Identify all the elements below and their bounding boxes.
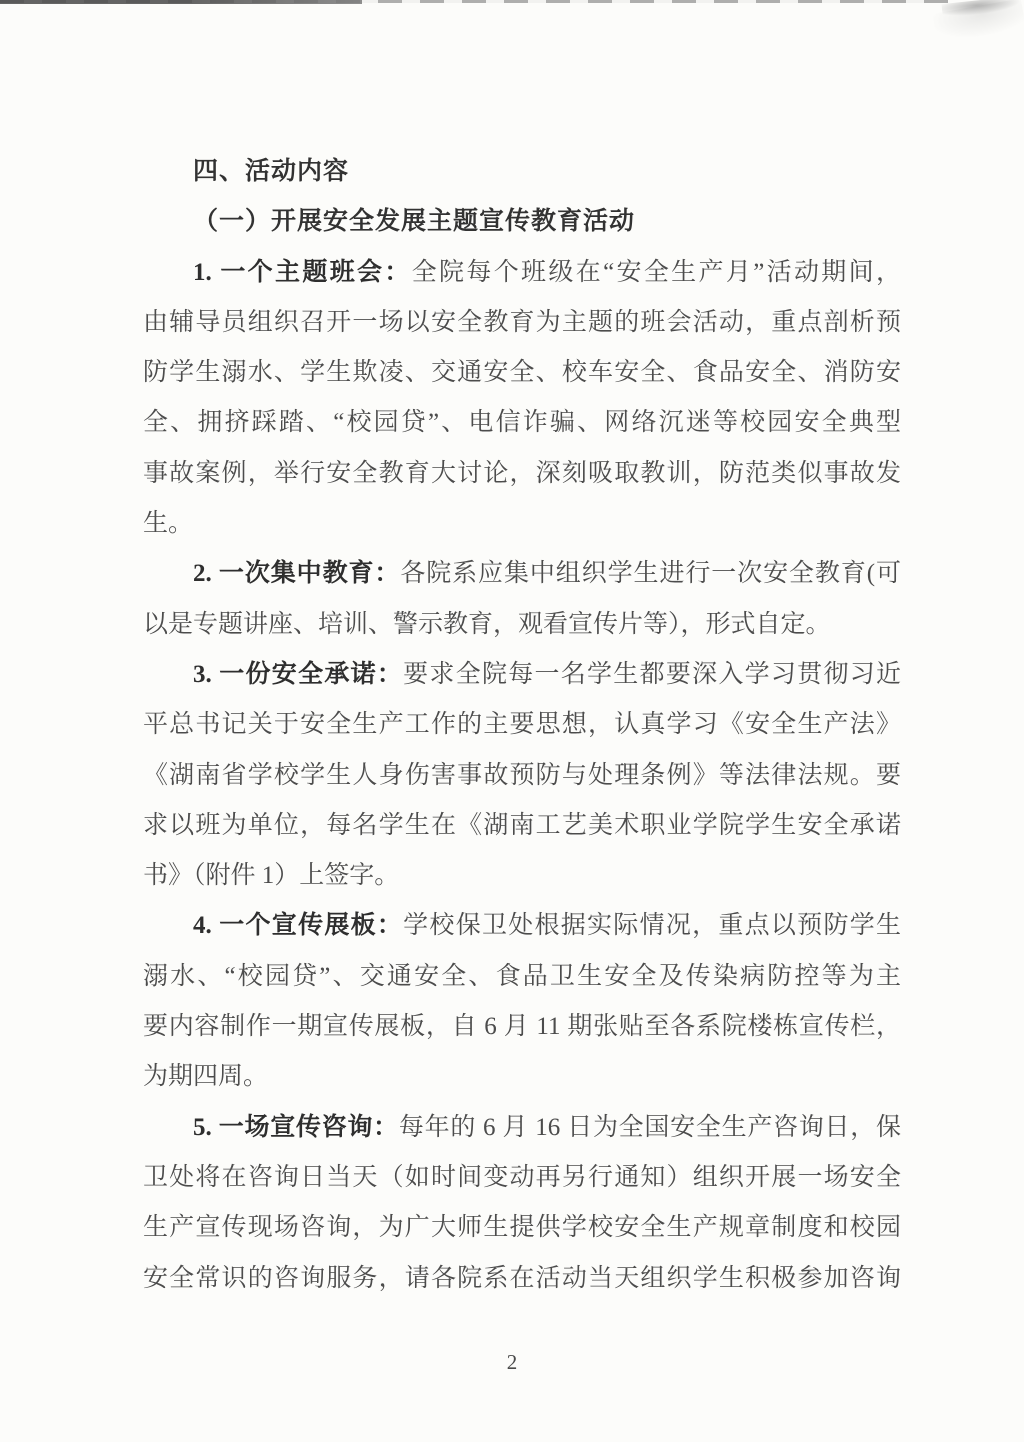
paragraph-text: 事故案例，举行安全教育大讨论，深刻吸取教训，防范类似事故发 — [143, 459, 901, 487]
paragraph-text: 卫处将在咨询日当天（如时间变动再另行通知）组织开展一场安全 — [143, 1163, 901, 1191]
paragraph-text: 书》（附件 1）上签字。 — [143, 862, 400, 890]
paragraph-text: 为期四周。 — [143, 1063, 269, 1091]
text-line — [143, 449, 901, 499]
paragraph-text: 以是专题讲座、培训、警示教育，观看宣传片等），形式自定。 — [143, 610, 831, 638]
paragraph-text: 学校保卫处根据实际情况，重点以预防学生 — [403, 912, 901, 940]
paragraph-text: 《湖南省学校学生人身伤害事故预防与处理条例》等法律法规。要 — [143, 761, 901, 789]
paragraph-text: 安全常识的咨询服务，请各院系在活动当天组织学生积极参加咨询 — [143, 1264, 901, 1292]
text-line — [143, 751, 901, 801]
paragraph-text: 生产宣传现场咨询，为广大师生提供学校安全生产规章制度和校园 — [143, 1214, 901, 1242]
paragraph-lead-bold: 四、活动内容 — [193, 158, 350, 185]
text-line — [143, 952, 901, 1002]
text-line — [143, 801, 901, 851]
text-line — [143, 700, 901, 750]
text-line — [143, 298, 901, 348]
text-line — [143, 1002, 901, 1052]
scan-artifact-top-dark-segment — [0, 0, 362, 4]
paragraph-lead-bold: 1. 一个主题班会： — [193, 258, 412, 286]
text-line — [143, 1103, 901, 1153]
text-line — [143, 398, 901, 448]
paragraph-text: 由辅导员组织召开一场以安全教育为主题的班会活动，重点剖析预 — [143, 308, 901, 336]
text-line — [143, 549, 901, 599]
page-number: 2 — [506, 1350, 518, 1374]
paragraph-lead-bold: （一）开展安全发展主题宣传教育活动 — [193, 208, 636, 236]
paragraph-text: 求以班为单位，每名学生在《湖南工艺美术职业学院学生安全承诺 — [143, 811, 901, 839]
text-line — [143, 851, 901, 901]
paragraph-lead-bold: 5. 一场宣传咨询： — [193, 1113, 399, 1141]
text-line — [143, 499, 901, 549]
paragraph-text: 全、拥挤踩踏、“校园贷”、电信诈骗、网络沉迷等校园安全典型 — [143, 409, 901, 437]
text-line — [143, 600, 901, 650]
document-body — [143, 147, 901, 1304]
paragraph-text: 生。 — [143, 510, 194, 538]
text-line — [143, 1254, 901, 1304]
section-heading-line — [143, 147, 901, 197]
paragraph-text: 每年的 6 月 16 日为全国安全生产咨询日，保 — [398, 1113, 901, 1141]
text-line — [143, 1153, 901, 1203]
text-line — [143, 248, 901, 298]
paragraph-text: 各院系应集中组织学生进行一次安全教育(可 — [400, 560, 901, 588]
paragraph-lead-bold: 4. 一个宣传展板： — [193, 912, 404, 940]
text-line — [143, 1052, 901, 1102]
paragraph-text: 防学生溺水、学生欺凌、交通安全、校车安全、食品安全、消防安 — [143, 359, 901, 387]
paragraph-text: 要内容制作一期宣传展板，自 6 月 11 期张贴至各系院楼栋宣传栏， — [143, 1013, 901, 1041]
paragraph-text: 平总书记关于安全生产工作的主要思想，认真学习《安全生产法》 — [143, 711, 901, 739]
text-line — [143, 1203, 901, 1253]
text-line — [143, 348, 901, 398]
paragraph-lead-bold: 3. 一份安全承诺： — [193, 660, 404, 688]
paragraph-text: 溺水、“校园贷”、交通安全、食品卫生安全及传染病防控等为主 — [143, 962, 901, 990]
text-line — [143, 650, 901, 700]
paragraph-text: 要求全院每一名学生都要深入学习贯彻习近 — [403, 660, 901, 688]
text-line — [143, 901, 901, 951]
section-heading-line — [143, 197, 901, 247]
paragraph-text: 全院每个班级在“安全生产月”活动期间， — [411, 258, 901, 286]
paragraph-lead-bold: 2. 一次集中教育： — [193, 560, 401, 588]
